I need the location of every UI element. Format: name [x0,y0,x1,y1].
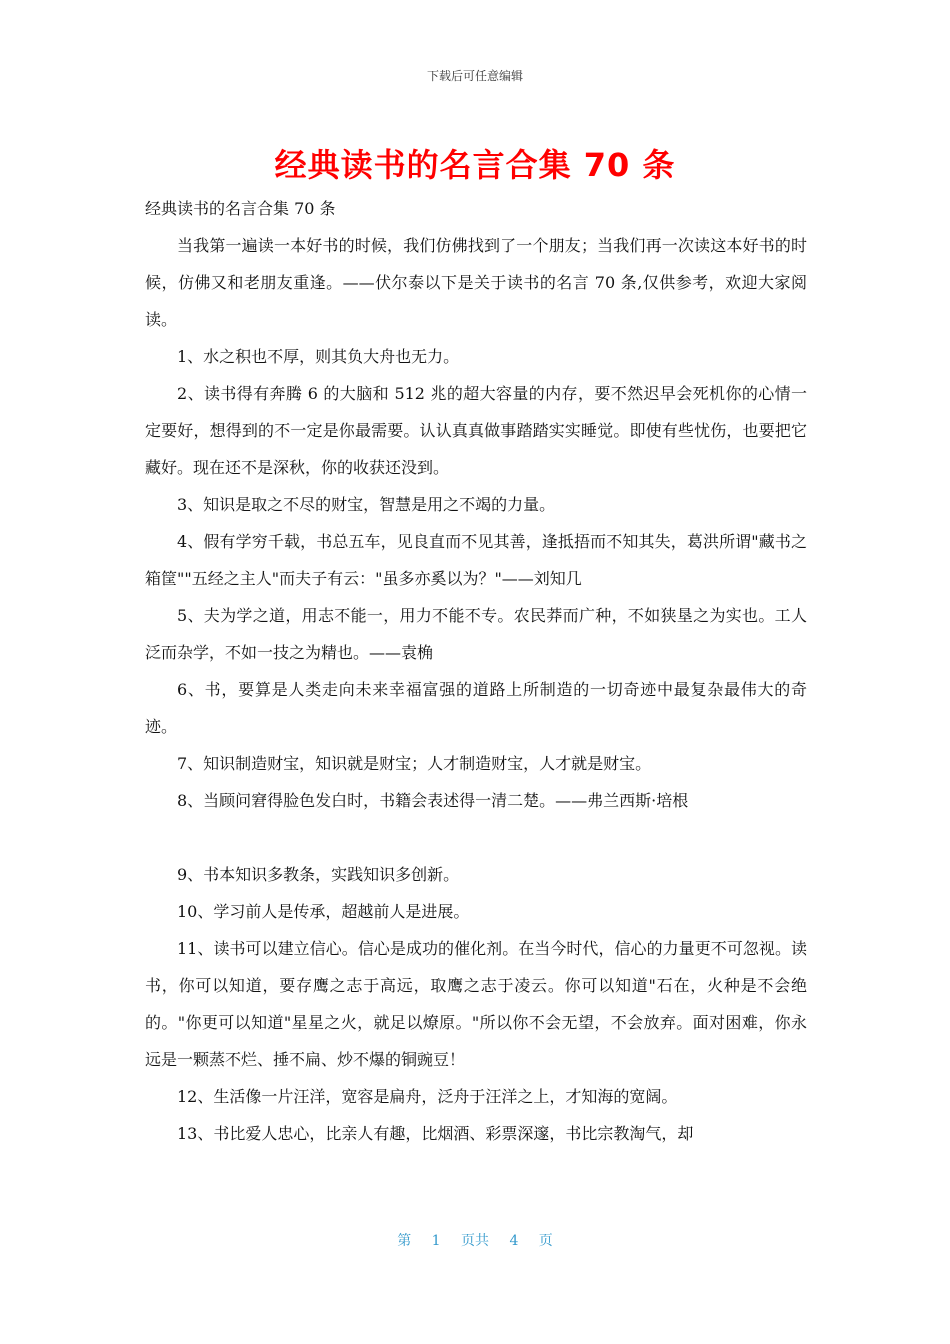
blank-line [145,819,807,856]
quote-item: 1、水之积也不厚，则其负大舟也无力。 [177,347,460,366]
document-title: 经典读书的名言合集 70 条 [274,146,676,184]
quote-item: 6、书，要算是人类走向未来幸福富强的道路上所制造的一切奇迹中最复杂最伟大的奇迹。 [145,680,807,736]
document-subtitle: 经典读书的名言合集 70 条 [145,199,336,218]
quote-item: 13、书比爱人忠心，比亲人有趣，比烟酒、彩票深邃，书比宗教淘气，却 [177,1124,694,1143]
quote-item: 5、夫为学之道，用志不能一，用力不能不专。农民莽而广种，不如狭垦之为实也。工人泛而杂学，不如一技之为精也。——袁桷 [145,606,807,662]
quote-item: 9、书本知识多教条，实践知识多创新。 [177,865,460,884]
intro-paragraph: 当我第一遍读一本好书的时候，我们仿佛找到了一个朋友；当我们再一次读这本好书的时候，仿佛又和老朋友重逢。——伏尔泰以下是关于读书的名言 70 条,仅供参考，欢迎大家阅读。 [145,236,807,329]
page-number-footer: 第 1 页共 4 页 [397,1233,553,1249]
quote-item: 10、学习前人是传承，超越前人是进展。 [177,902,470,921]
quote-item: 7、知识制造财宝，知识就是财宝；人才制造财宝，人才就是财宝。 [177,754,652,773]
document-body [145,190,807,1152]
quote-item: 8、当顾问窘得脸色发白时，书籍会表述得一清二楚。——弗兰西斯·培根 [177,791,689,810]
quote-item: 4、假有学穷千载，书总五车，见良直而不见其善，逢抵捂而不知其失，葛洪所谓"藏书之箱筐""五经之主人"而夫子有云："虽多亦奚以为？"——刘知几 [145,532,807,588]
page-header-note: 下载后可任意编辑 [426,69,523,83]
quote-item: 3、知识是取之不尽的财宝，智慧是用之不竭的力量。 [177,495,556,514]
quote-item: 12、生活像一片汪洋，宽容是扁舟，泛舟于汪洋之上，才知海的宽阔。 [177,1087,678,1106]
quote-item: 2、读书得有奔腾 6 的大脑和 512 兆的超大容量的内存，要不然迟早会死机你的心情一定要好，想得到的不一定是你最需要。认认真真做事踏踏实实睡觉。即使有些忧伤，也要把它藏好。现在还不是深秋，你的收获还没到。 [145,384,807,477]
quote-item: 11、读书可以建立信心。信心是成功的催化剂。在当今时代，信心的力量更不可忽视。读书，你可以知道，要存鹰之志于高远，取鹰之志于凌云。你可以知道"石在，火种是不会绝的。"你更可以知道"星星之火，就足以燎原。"所以你不会无望，不会放弃。面对困难，你永远是一颗蒸不烂、捶不扁、炒不爆的铜豌豆！ [145,939,807,1069]
